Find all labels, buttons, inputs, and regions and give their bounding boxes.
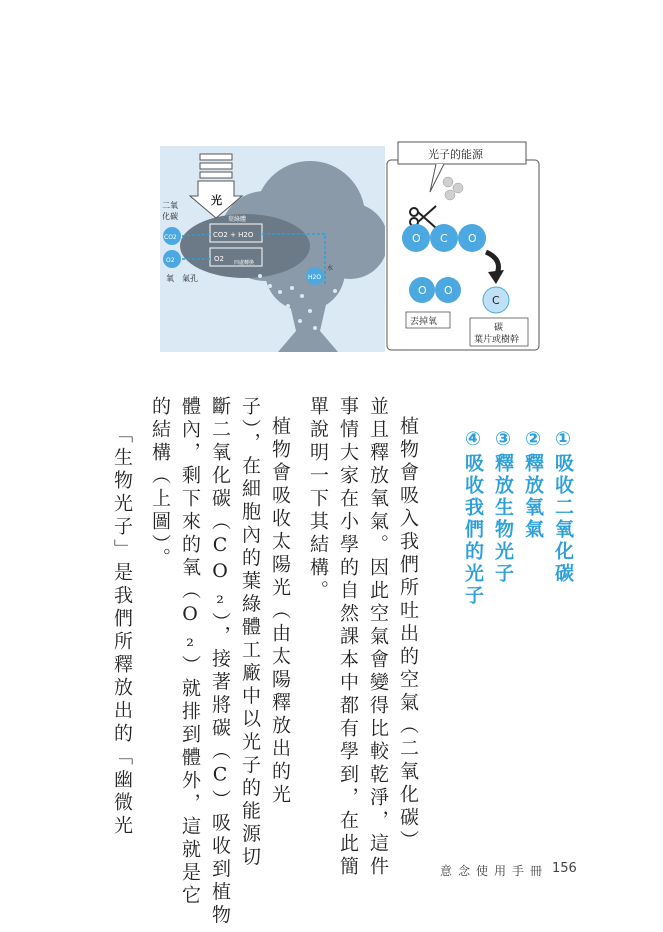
body-line-1: 植物會吸入我們所吐出的空氣（二氧化碳） (397, 416, 419, 853)
body-line-9: 的結構（上圖）。 (149, 396, 171, 571)
body-line-6: 子），在細胞內的葉綠體工廠中以光子的能源切 (239, 396, 261, 870)
molecule-c-label: C (440, 232, 448, 245)
molecule-o-left-label: O (412, 232, 421, 245)
photon-energy-diagram (386, 140, 540, 352)
molecule-o-right-label: O (468, 232, 477, 245)
oxygen-label: 氧 (166, 274, 174, 283)
discard-label: 丟掉氧 (410, 317, 438, 327)
list-item-4: ④吸收我們的光子 (462, 428, 484, 607)
body-line-7: 斷二氧化碳（CO₂），接著將碳（C）吸收到植物 (209, 396, 231, 928)
photosynthesis-diagram (160, 146, 385, 352)
o2-circle-label: O2 (166, 257, 175, 264)
water-label: 水 (327, 265, 334, 272)
co2-text-line1: 二氧 (162, 201, 178, 210)
light-label: 光 (211, 194, 222, 207)
carbon-label-2: 葉片或樹幹 (474, 335, 520, 345)
page-number: 156 (552, 861, 577, 876)
reaction-box-top-text: CO2 + H2O (213, 231, 254, 239)
energy-title: 光子的能源 (428, 148, 483, 161)
list-item-1: ①吸收二氧化碳 (552, 428, 574, 585)
body-line-3: 事情大家在小學的自然課本中都有學到，在此簡 (337, 396, 359, 879)
stoma-label: 氣孔 (182, 274, 198, 283)
co2-circle-label: CO2 (164, 234, 177, 241)
body-line-4: 單說明一下其結構。 (307, 396, 329, 603)
body-line-8: 體內，剩下來的氧（O₂）就排到體外，這就是它 (179, 396, 201, 908)
body-line-2: 並且釋放氧氣。因此空氣會變得比較乾淨，這件 (367, 396, 389, 879)
footer-book-title: 意念使用手冊 (440, 864, 549, 878)
list-item-3: ③釋放生物光子 (492, 428, 514, 585)
list-item-2: ②釋放氧氣 (522, 428, 544, 541)
body-line-10: 「生物光子」是我們所釋放出的「幽微光 (111, 424, 133, 838)
carbon-circle-label: C (492, 294, 500, 307)
body-line-5: 植物會吸收太陽光（由太陽釋放出的光 (269, 416, 291, 807)
reaction-box-bottom-o2: O2 (214, 255, 224, 263)
carbon-label-1: 碳 (494, 323, 504, 333)
water-circle-label: H2O (308, 274, 322, 281)
reaction-box-bottom-label: 四處轉換 (234, 260, 255, 266)
co2-text-line2: 化碳 (162, 212, 178, 221)
chloroplast-label: 葉綠體 (228, 216, 247, 223)
discard-o-left-label: O (418, 284, 427, 297)
discard-o-right-label: O (444, 284, 453, 297)
